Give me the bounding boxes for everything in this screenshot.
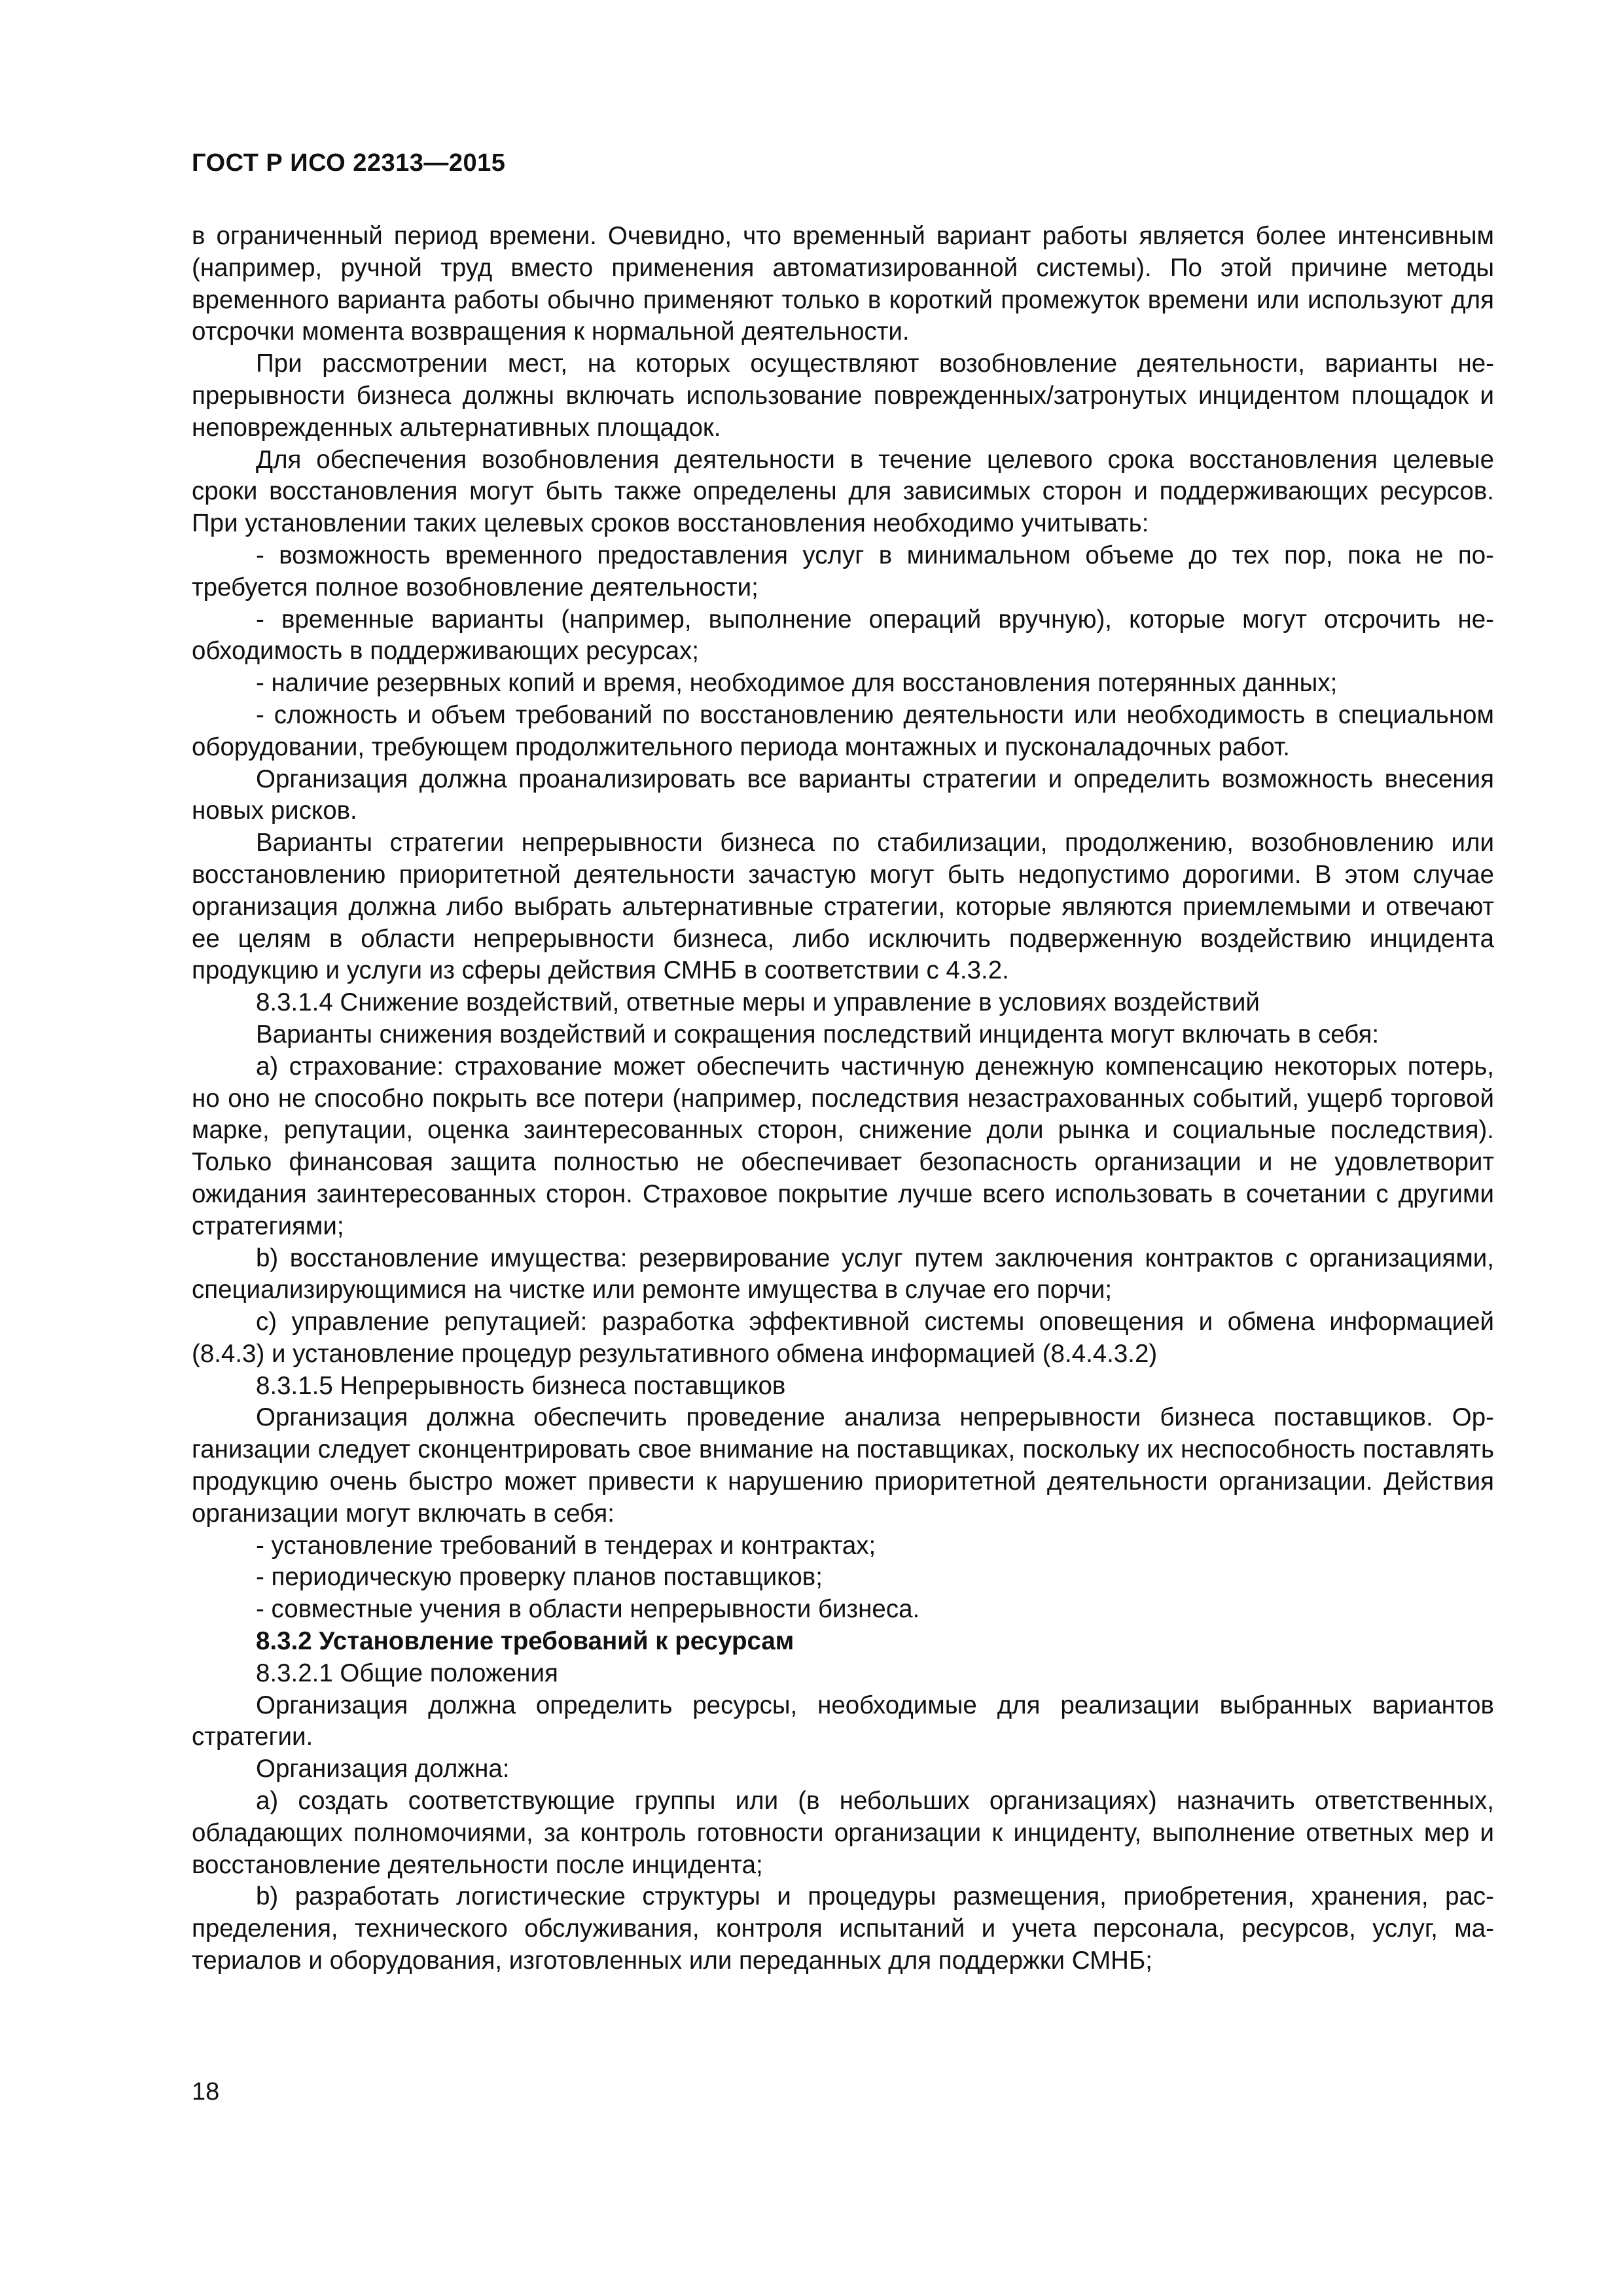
- paragraph: 8.3.1.4 Снижение воздействий, ответные меры и управление в условиях воздействий: [256, 988, 1260, 1017]
- paragraph: а) страхование: страхование может обеспечить частичную денежную компенсацию некоторых потерь, но оно не способно покрыть все потери (например, последствия незастрахованных событий, ущерб торговой марке, репутации, оценка заинтересованных сторон, снижение доли рынка и социальные последствия). Только финансовая защита полностью не обеспечивает безопасность организации и не удовлетворит ожидания заинтересованных сторон. Страховое покрытие лучше всего использовать в сочетании с другими стратегиями;: [192, 1052, 1494, 1240]
- paragraph: а) создать соответствующие группы или (в небольших организациях) назначить ответственных, обладающих полномочиями, за контроль готовности организации к инциденту, выполнение ответных мер и восстановление деятельности после инцидента;: [192, 1787, 1494, 1879]
- paragraph: Организация должна определить ресурсы, необходимые для реализации выбранных вариантов стратегии.: [192, 1691, 1494, 1751]
- page-number: 18: [192, 2078, 220, 2106]
- document-body: [192, 221, 1494, 1977]
- paragraph: - наличие резервных копий и время, необходимое для восстановления потерянных данных;: [256, 669, 1338, 698]
- paragraph: - сложность и объем требований по восстановлению деятельности или необходимость в специальном оборудовании, требующем продолжительного периода монтажных и пусконаладочных работ.: [192, 700, 1494, 761]
- paragraph: c) управление репутацией: разработка эффективной системы оповещения и обмена информацией (8.4.3) и установление процедур результативного обмена информацией (8.4.4.3.2): [192, 1308, 1494, 1368]
- paragraph: Для обеспечения возобновления деятельности в течение целевого срока восстановления целевые сроки восстановления могут быть также определены для зависимых сторон и поддерживающих ресурсов. При установлении таких целевых сроков восстановления необходимо учитывать:: [192, 445, 1494, 538]
- paragraph: Варианты стратегии непрерывности бизнеса по стабилизации, продолжению, возобновлению или восстановлению приоритетной деятельности зачастую могут быть недопустимо дорогими. В этом случае организация должна либо выбрать альтернативные стратегии, которые являются приемлемыми и отвечают ее целям в области непрерывности бизнеса, либо исключить подверженную воздействию инцидента продукцию и услуги из сферы действия СМНБ в соответствии с 4.3.2.: [192, 829, 1494, 985]
- paragraph: При рассмотрении мест, на которых осуществляют возобновление деятельности, варианты непрерывности бизнеса должны включать использование поврежденных/затронутых инцидентом площадок и неповрежденных альтернативных площадок.: [192, 350, 1494, 442]
- paragraph: b) разработать логистические структуры и процедуры размещения, приобретения, хранения, распределения, технического обслуживания, контроля испытаний и учета персонала, ресурсов, услуг, материалов и оборудования, изготовленных или переданных для поддержки СМНБ;: [192, 1882, 1494, 1975]
- paragraph: Организация должна:: [256, 1755, 510, 1784]
- paragraph: - периодическую проверку планов поставщиков;: [256, 1563, 823, 1592]
- paragraph: 8.3.1.5 Непрерывность бизнеса поставщиков: [256, 1371, 786, 1400]
- paragraph: Организация должна проанализировать все варианты стратегии и определить возможность внесения новых рисков.: [192, 764, 1494, 825]
- paragraph: 8.3.2 Установление требований к ресурсам: [256, 1627, 794, 1656]
- paragraph: Организация должна обеспечить проведение анализа непрерывности бизнеса поставщиков. Организации следует сконцентрировать свое внимание на поставщиках, поскольку их неспособность поставлять продукцию очень быстро может привести к нарушению приоритетной деятельности организации. Действия организации могут включать в себя:: [192, 1403, 1494, 1528]
- paragraph: - возможность временного предоставления услуг в минимальном объеме до тех пор, пока не потребуется полное возобновление деятельности;: [192, 541, 1494, 601]
- paragraph: - установление требований в тендерах и контрактах;: [256, 1531, 876, 1560]
- paragraph: - совместные учения в области непрерывности бизнеса.: [256, 1595, 920, 1624]
- paragraph: 8.3.2.1 Общие положения: [256, 1659, 558, 1687]
- paragraph: b) восстановление имущества: резервирование услуг путем заключения контрактов с организациями, специализирующимися на чистке или ремонте имущества в случае его порчи;: [192, 1244, 1494, 1304]
- paragraph: в ограниченный период времени. Очевидно, что временный вариант работы является более интенсивным (например, ручной труд вместо применения автоматизированной системы). По этой причине методы временного варианта работы обычно применяют только в короткий промежуток времени или используют для отсрочки момента возвращения к нормальной деятельности.: [192, 222, 1494, 346]
- paragraph: Варианты снижения воздействий и сокращения последствий инцидента могут включать в себя:: [256, 1020, 1380, 1049]
- paragraph: - временные варианты (например, выполнение операций вручную), которые могут отсрочить необходимость в поддерживающих ресурсах;: [192, 605, 1494, 666]
- document-header: ГОСТ Р ИСО 22313—2015: [192, 149, 506, 177]
